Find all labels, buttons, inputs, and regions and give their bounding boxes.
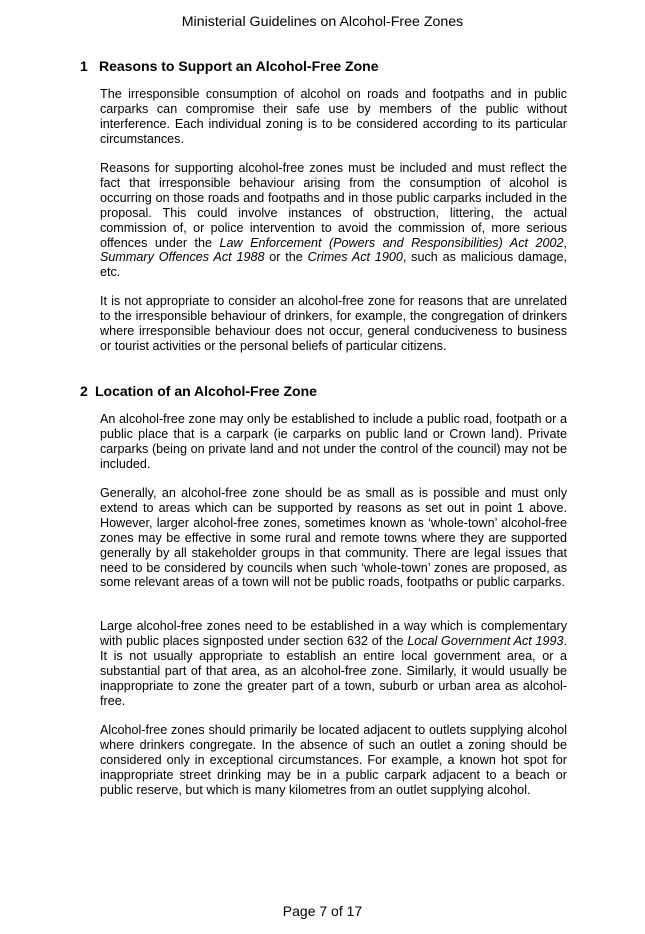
section-2-heading bbox=[80, 383, 567, 400]
page-number: Page 7 of 17 bbox=[282, 903, 363, 919]
legislation-reference: Local Government Act 1993 bbox=[407, 633, 564, 648]
section-1-heading bbox=[80, 58, 567, 75]
section-number: 1 bbox=[80, 58, 88, 74]
paragraph: The irresponsible consumption of alcohol on roads and footpaths and in public carparks can compromise their safe use by members of the public without interference. Each individual zoning is to be considered according to its particular circumstances. bbox=[100, 87, 567, 146]
paragraph: Large alcohol-free zones need to be established in a way which is complementary with public places signposted under section 632 of the Local Government Act 1993. It is not usually appropriate to establish an entire local government area, or a substantial part of that area, as an alcohol-free zone. Similarly, it would usually be inappropriate to zone the greater part of a town, suburb or urban area as alcohol-free. bbox=[100, 619, 567, 708]
page-header bbox=[0, 14, 645, 31]
document-title: Ministerial Guidelines on Alcohol-Free Zones bbox=[181, 14, 464, 30]
section-title: Location of an Alcohol-Free Zone bbox=[95, 383, 317, 399]
paragraph: Generally, an alcohol-free zone should be as small as is possible and must only extend to areas which can be supported by reasons as set out in point 1 above. However, larger alcohol-free zones, sometimes known as ‘whole-town’ alcohol-free zones may be effective in some rural and remote towns where they are supported generally by all stakeholder groups in that community. There are legal issues that need to be considered by councils when such ‘whole-town’ zones are proposed, as some relevant areas of a town will not be public roads, footpaths or public carparks. bbox=[100, 486, 567, 590]
paragraph: An alcohol-free zone may only be established to include a public road, footpath or a public place that is a carpark (ie carparks on public land or Crown land). Private carparks (being on private land and not under the control of the council) may not be included. bbox=[100, 412, 567, 471]
legislation-reference: Law Enforcement (Powers and Responsibilities) Act 2002 bbox=[219, 235, 564, 250]
legislation-reference: Crimes Act 1900 bbox=[307, 250, 403, 265]
paragraph: It is not appropriate to consider an alcohol-free zone for reasons that are unrelated to the irresponsible behaviour of drinkers, for example, the congregation of drinkers where irresponsible behaviour does not occur, general conduciveness to business or tourist activities or the personal beliefs of particular citizens. bbox=[100, 294, 567, 353]
paragraph: Alcohol-free zones should primarily be located adjacent to outlets supplying alcohol where drinkers congregate. In the absence of such an outlet a zoning should be considered only in exceptional circumstances. For example, a known hot spot for inappropriate street drinking may be in a public carpark adjacent to a beach or public reserve, but which is many kilometres from an outlet supplying alcohol. bbox=[100, 723, 567, 797]
page-footer bbox=[0, 903, 645, 920]
section-number: 2 bbox=[80, 383, 88, 399]
section-title: Reasons to Support an Alcohol-Free Zone bbox=[99, 58, 379, 74]
paragraph: Reasons for supporting alcohol-free zones must be included and must reflect the fact that irresponsible behaviour arising from the consumption of alcohol is occurring on those roads and footpaths and in those public carparks included in the proposal. This could involve instances of obstruction, littering, the actual commission of, or police intervention to avoid the commission of, more serious offences under the Law Enforcement (Powers and Responsibilities) Act 2002, Summary Offences Act 1988 or the Crimes Act 1900, such as malicious damage, etc. bbox=[100, 161, 568, 280]
legislation-reference: Summary Offences Act 1988 bbox=[100, 250, 265, 265]
